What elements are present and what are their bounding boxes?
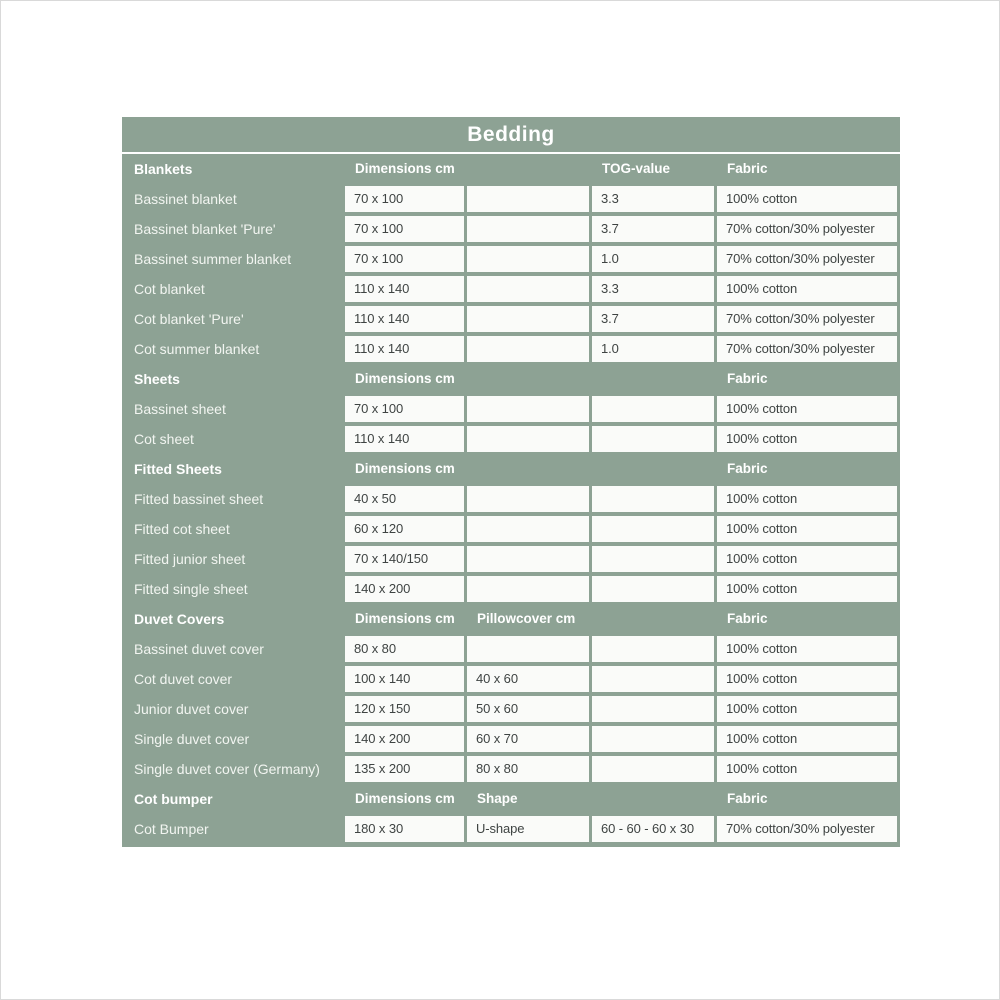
section-title-cell: Sheets — [134, 371, 180, 387]
tog-value-header-cell — [592, 604, 717, 634]
tog-value-cell — [592, 546, 714, 572]
fabric-cell: 70% cotton/30% polyester — [717, 246, 897, 272]
middle-cell — [467, 486, 589, 512]
row-label-cell: Bassinet blanket 'Pure' — [134, 221, 276, 237]
table-row — [122, 574, 900, 604]
row-label-cell: Bassinet blanket — [134, 191, 237, 207]
fabric-cell: 70% cotton/30% polyester — [717, 216, 897, 242]
middle-cell — [467, 576, 589, 602]
fabric-header-cell: Fabric — [727, 371, 768, 386]
row-label-cell: Cot duvet cover — [134, 671, 233, 687]
table-row — [122, 724, 900, 754]
dimensions-cell: 60 x 120 — [345, 516, 464, 542]
row-label-cell: Single duvet cover — [134, 731, 250, 747]
dimensions-cell: 180 x 30 — [345, 816, 464, 842]
fabric-cell: 100% cotton — [717, 576, 897, 602]
section-title-cell: Fitted Sheets — [134, 461, 222, 477]
table-row — [122, 514, 900, 544]
tog-value-cell — [592, 756, 714, 782]
row-label-cell: Single duvet cover (Germany) — [134, 761, 320, 777]
middle-cell: 40 x 60 — [467, 666, 589, 692]
fabric-header-cell: Fabric — [727, 161, 768, 176]
row-label-cell: Junior duvet cover — [134, 701, 249, 717]
table-row — [122, 484, 900, 514]
table-row — [122, 244, 900, 274]
middle-cell — [467, 636, 589, 662]
dimensions-cell: 70 x 100 — [345, 216, 464, 242]
row-label-cell: Cot summer blanket — [134, 341, 260, 357]
fabric-cell: 100% cotton — [717, 276, 897, 302]
fabric-cell: 100% cotton — [717, 426, 897, 452]
dimensions-header-cell: Dimensions cm — [355, 161, 455, 176]
fabric-cell: 70% cotton/30% polyester — [717, 336, 897, 362]
row-label-cell: Fitted junior sheet — [134, 551, 246, 567]
tog-value-cell: 3.7 — [592, 216, 714, 242]
section-header-row-duvet-covers — [122, 604, 900, 634]
row-label-cell: Cot sheet — [134, 431, 194, 447]
middle-cell — [467, 246, 589, 272]
fabric-cell: 100% cotton — [717, 186, 897, 212]
middle-header-cell — [467, 364, 592, 394]
middle-header-cell: Pillowcover cm — [477, 611, 576, 626]
middle-cell — [467, 186, 589, 212]
middle-header-cell — [467, 154, 592, 184]
dimensions-cell: 140 x 200 — [345, 576, 464, 602]
row-label-cell: Cot blanket 'Pure' — [134, 311, 244, 327]
section-header-row-blankets — [122, 154, 900, 184]
dimensions-cell: 140 x 200 — [345, 726, 464, 752]
tog-value-cell — [592, 636, 714, 662]
tog-value-cell — [592, 696, 714, 722]
dimensions-cell: 120 x 150 — [345, 696, 464, 722]
dimensions-cell: 40 x 50 — [345, 486, 464, 512]
tog-value-header-cell — [592, 364, 717, 394]
tog-value-cell: 1.0 — [592, 246, 714, 272]
table-row — [122, 634, 900, 664]
fabric-header-cell: Fabric — [727, 461, 768, 476]
middle-cell — [467, 336, 589, 362]
middle-cell: U-shape — [467, 816, 589, 842]
dimensions-header-cell: Dimensions cm — [355, 371, 455, 386]
dimensions-cell: 110 x 140 — [345, 336, 464, 362]
dimensions-cell: 70 x 100 — [345, 246, 464, 272]
table-row — [122, 814, 900, 844]
middle-cell — [467, 426, 589, 452]
tog-value-header-cell — [592, 784, 717, 814]
section-title-cell: Duvet Covers — [134, 611, 225, 627]
tog-value-header-cell: TOG-value — [602, 161, 671, 176]
tog-value-cell — [592, 486, 714, 512]
fabric-header-cell: Fabric — [727, 791, 768, 806]
table-row — [122, 394, 900, 424]
table-row — [122, 544, 900, 574]
table-row — [122, 694, 900, 724]
dimensions-cell: 110 x 140 — [345, 306, 464, 332]
tog-value-cell — [592, 396, 714, 422]
dimensions-cell: 100 x 140 — [345, 666, 464, 692]
bedding-size-table — [122, 117, 900, 847]
row-label-cell: Bassinet sheet — [134, 401, 226, 417]
row-label-cell: Bassinet duvet cover — [134, 641, 264, 657]
fabric-cell: 100% cotton — [717, 396, 897, 422]
table-rows — [122, 154, 900, 844]
middle-cell — [467, 216, 589, 242]
middle-cell — [467, 396, 589, 422]
fabric-cell: 100% cotton — [717, 666, 897, 692]
table-title: Bedding — [467, 123, 555, 146]
middle-cell — [467, 546, 589, 572]
table-row — [122, 754, 900, 784]
tog-value-cell: 3.3 — [592, 186, 714, 212]
tog-value-cell — [592, 576, 714, 602]
row-label-cell: Fitted bassinet sheet — [134, 491, 264, 507]
tog-value-cell: 1.0 — [592, 336, 714, 362]
section-header-row-fitted-sheets — [122, 454, 900, 484]
tog-value-cell: 3.7 — [592, 306, 714, 332]
tog-value-cell — [592, 666, 714, 692]
tog-value-cell — [592, 726, 714, 752]
row-label-cell: Cot blanket — [134, 281, 205, 297]
fabric-cell: 100% cotton — [717, 756, 897, 782]
row-label-cell: Cot Bumper — [134, 821, 209, 837]
tog-value-cell — [592, 426, 714, 452]
dimensions-header-cell: Dimensions cm — [355, 791, 455, 806]
middle-header-cell: Shape — [477, 791, 518, 806]
section-header-row-cot-bumper — [122, 784, 900, 814]
dimensions-cell: 70 x 100 — [345, 186, 464, 212]
middle-cell — [467, 306, 589, 332]
dimensions-cell: 110 x 140 — [345, 276, 464, 302]
fabric-cell: 100% cotton — [717, 516, 897, 542]
section-title-cell: Blankets — [134, 161, 193, 177]
fabric-cell: 70% cotton/30% polyester — [717, 306, 897, 332]
middle-cell: 80 x 80 — [467, 756, 589, 782]
dimensions-cell: 70 x 100 — [345, 396, 464, 422]
row-label-cell: Fitted cot sheet — [134, 521, 230, 537]
dimensions-cell: 80 x 80 — [345, 636, 464, 662]
dimensions-cell: 135 x 200 — [345, 756, 464, 782]
dimensions-header-cell: Dimensions cm — [355, 461, 455, 476]
middle-cell: 60 x 70 — [467, 726, 589, 752]
fabric-cell: 100% cotton — [717, 636, 897, 662]
middle-cell: 50 x 60 — [467, 696, 589, 722]
tog-value-header-cell — [592, 454, 717, 484]
tog-value-cell: 3.3 — [592, 276, 714, 302]
fabric-cell: 100% cotton — [717, 486, 897, 512]
table-row — [122, 664, 900, 694]
table-row — [122, 424, 900, 454]
dimensions-cell: 110 x 140 — [345, 426, 464, 452]
section-title-cell: Cot bumper — [134, 791, 213, 807]
fabric-cell: 100% cotton — [717, 726, 897, 752]
table-row — [122, 274, 900, 304]
dimensions-cell: 70 x 140/150 — [345, 546, 464, 572]
dimensions-header-cell: Dimensions cm — [355, 611, 455, 626]
fabric-cell: 70% cotton/30% polyester — [717, 816, 897, 842]
table-row — [122, 184, 900, 214]
middle-cell — [467, 516, 589, 542]
row-label-cell: Fitted single sheet — [134, 581, 248, 597]
middle-cell — [467, 276, 589, 302]
tog-value-cell — [592, 516, 714, 542]
row-label-cell: Bassinet summer blanket — [134, 251, 292, 267]
fabric-header-cell: Fabric — [727, 611, 768, 626]
fabric-cell: 100% cotton — [717, 546, 897, 572]
table-row — [122, 214, 900, 244]
middle-header-cell — [467, 454, 592, 484]
fabric-cell: 100% cotton — [717, 696, 897, 722]
tog-value-cell: 60 - 60 - 60 x 30 — [592, 816, 714, 842]
table-row — [122, 304, 900, 334]
section-header-row-sheets — [122, 364, 900, 394]
table-row — [122, 334, 900, 364]
